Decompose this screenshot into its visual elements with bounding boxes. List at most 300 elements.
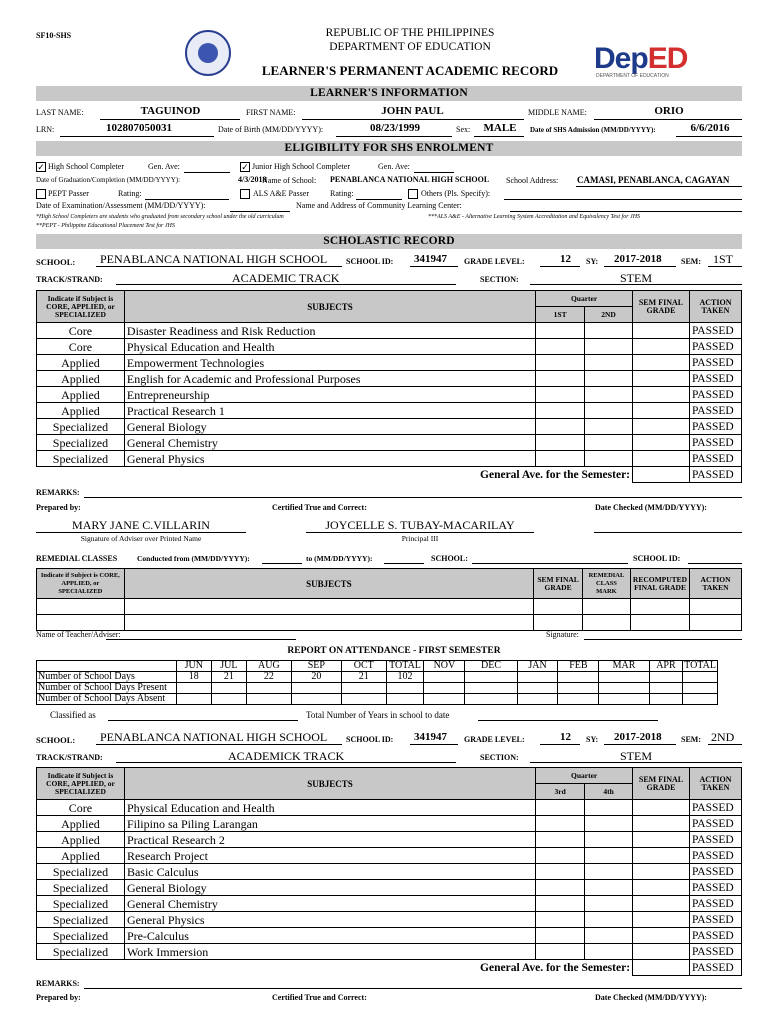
sem1-subject-row <box>37 403 742 419</box>
general-average-label: General Ave. for the Semester: <box>37 960 633 976</box>
action-taken: PASSED <box>689 419 741 435</box>
years-label: Total Number of Years in school to date <box>306 710 450 720</box>
deped-logo: DepED <box>594 42 688 75</box>
sem2-sem-value: 2ND <box>711 730 735 744</box>
note-hs-completer: *High School Completers are students who graduated from secondary school under the old curriculum <box>36 214 284 220</box>
subject-type: Specialized <box>37 864 125 880</box>
sem1-subject-row <box>37 419 742 435</box>
sem2-sem-label: SEM: <box>681 735 701 744</box>
sem2-prepared-label: Prepared by: <box>36 993 81 1002</box>
attendance-month-header: MAR <box>599 661 650 672</box>
final-grade <box>633 435 690 451</box>
general-average-value <box>633 467 690 483</box>
attendance-cell <box>558 683 599 694</box>
sem1-sem-label: SEM: <box>681 257 701 266</box>
attendance-cell <box>386 683 424 694</box>
attendance-cell <box>246 683 291 694</box>
action-taken: PASSED <box>689 323 741 339</box>
sem2-certified-label: Certified True and Correct: <box>272 993 367 1002</box>
als-checkbox[interactable] <box>240 189 250 199</box>
subject-name: English for Academic and Professional Purposes <box>124 371 535 387</box>
sem1-subject-row <box>37 451 742 467</box>
teacher-label: Name of Teacher/Adviser: <box>36 630 121 639</box>
last-name-label: LAST NAME: <box>36 108 84 117</box>
quarter-grade-a <box>536 880 585 896</box>
quarter-grade-a <box>536 800 585 816</box>
quarter-grade-b <box>585 419 633 435</box>
school-name-label: Name of School: <box>262 176 317 185</box>
sem1-sy-value: 2017-2018 <box>614 253 662 265</box>
rem-col-final: SEM FINAL GRADE <box>534 569 583 599</box>
final-grade <box>633 403 690 419</box>
final-grade <box>633 896 690 912</box>
quarter-grade-b <box>585 435 633 451</box>
attendance-cell <box>517 683 558 694</box>
quarter-grade-b <box>585 371 633 387</box>
final-grade <box>633 800 690 816</box>
sem1-school-label: SCHOOL: <box>36 257 76 267</box>
final-grade <box>633 880 690 896</box>
subject-type: Core <box>37 323 125 339</box>
sem1-section-label: SECTION: <box>480 275 519 284</box>
sem1-col-q1: 1ST <box>536 307 585 323</box>
dob-label: Date of Birth (MM/DD/YYYY): <box>218 125 324 134</box>
school-days-cell <box>558 672 599 683</box>
final-grade <box>633 451 690 467</box>
attendance-table <box>36 660 718 705</box>
subject-name: Disaster Readiness and Risk Reduction <box>124 323 535 339</box>
action-taken: PASSED <box>689 403 741 419</box>
sem2-subject-row <box>37 800 742 816</box>
department-heading: DEPARTMENT OF EDUCATION <box>329 41 491 53</box>
sem2-school-value: PENABLANCA NATIONAL HIGH SCHOOL <box>100 730 328 744</box>
subject-name: Research Project <box>124 848 535 864</box>
gen-ave-label-1: Gen. Ave: <box>148 162 180 171</box>
middle-name-label: MIDDLE NAME: <box>528 108 587 117</box>
rem-col-remedial: REMEDIAL CLASS MARK <box>582 569 630 599</box>
attendance-month-header: DEC <box>465 661 517 672</box>
action-taken: PASSED <box>689 864 741 880</box>
sem2-track-label: TRACK/STRAND: <box>36 753 103 762</box>
remedial-school-label: SCHOOL: <box>431 554 468 563</box>
sem2-col-q4: 4th <box>585 784 633 800</box>
rem-col-subjects: SUBJECTS <box>124 569 533 599</box>
school-days-cell: 18 <box>176 672 211 683</box>
sem1-prepared-label: Prepared by: <box>36 503 81 512</box>
sem2-track-value: ACADEMICK TRACK <box>228 749 345 763</box>
action-taken: PASSED <box>689 928 741 944</box>
sem1-sem-value: 1ST <box>713 252 734 266</box>
general-average-label: General Ave. for the Semester: <box>37 467 633 483</box>
subject-name: General Physics <box>124 912 535 928</box>
sem2-subject-row <box>37 816 742 832</box>
subject-type: Specialized <box>37 435 125 451</box>
attendance-month-header: TOTAL <box>386 661 424 672</box>
middle-name-value: ORIO <box>654 105 684 117</box>
final-grade <box>633 912 690 928</box>
sem1-subject-row <box>37 435 742 451</box>
clc-label: Name and Address of Community Learning Center: <box>296 201 462 210</box>
subject-name: Filipino sa Piling Larangan <box>124 816 535 832</box>
action-taken: PASSED <box>689 880 741 896</box>
rem-col-indicate: Indicate if Subject is CORE, APPLIED, or SPECIALIZED <box>37 569 125 599</box>
subject-type: Applied <box>37 832 125 848</box>
sem2-sy-value: 2017-2018 <box>614 731 662 743</box>
attendance-month-header: APR <box>649 661 682 672</box>
subject-name: General Chemistry <box>124 896 535 912</box>
sem2-col-q3: 3rd <box>536 784 585 800</box>
quarter-grade-a <box>536 864 585 880</box>
sem1-grade-value: 12 <box>560 253 571 265</box>
sem2-col-action: ACTION TAKEN <box>689 768 741 800</box>
sem1-subjects-table <box>36 290 742 483</box>
subject-type: Applied <box>37 816 125 832</box>
school-days-cell <box>424 672 465 683</box>
hs-completer-label: High School Completer <box>48 162 124 171</box>
action-taken: PASSED <box>689 816 741 832</box>
school-days-cell: 21 <box>341 672 386 683</box>
subject-name: Empowerment Technologies <box>124 355 535 371</box>
attendance-cell <box>291 694 341 705</box>
remedial-table <box>36 568 742 631</box>
final-grade <box>633 355 690 371</box>
subject-name: Practical Research 1 <box>124 403 535 419</box>
gen-ave-label-2: Gen. Ave: <box>378 162 410 171</box>
attendance-cell <box>341 683 386 694</box>
action-taken: PASSED <box>689 387 741 403</box>
final-grade <box>633 848 690 864</box>
attendance-cell <box>683 683 718 694</box>
signature-label: Signature: <box>546 630 579 639</box>
jhs-completer-checkbox[interactable]: ✓ <box>241 162 249 172</box>
sem1-sy-label: SY: <box>586 257 599 266</box>
quarter-grade-b <box>585 355 633 371</box>
form-code: SF10-SHS <box>36 31 72 40</box>
quarter-grade-a <box>536 323 585 339</box>
quarter-grade-b <box>585 864 633 880</box>
quarter-grade-a <box>536 419 585 435</box>
rem-col-recompute: RECOMPUTED FINAL GRADE <box>630 569 689 599</box>
sem1-school-id-value: 341947 <box>414 253 447 265</box>
quarter-grade-a <box>536 339 585 355</box>
sex-label: Sex: <box>456 125 471 134</box>
attendance-cell <box>649 683 682 694</box>
quarter-grade-a <box>536 816 585 832</box>
school-days-cell: 22 <box>246 672 291 683</box>
school-days-cell <box>599 672 650 683</box>
general-average-action: PASSED <box>689 467 741 483</box>
admission-label: Date of SHS Admission (MM/DD/YYYY): <box>530 126 656 134</box>
quarter-grade-a <box>536 832 585 848</box>
sem1-col-final: SEM FINAL GRADE <box>633 291 690 323</box>
subject-type: Specialized <box>37 928 125 944</box>
sem2-general-average-row <box>37 960 742 976</box>
attendance-month-header: FEB <box>558 661 599 672</box>
quarter-grade-a <box>536 387 585 403</box>
subject-type: Specialized <box>37 451 125 467</box>
remedial-label: REMEDIAL CLASSES <box>36 554 118 563</box>
attendance-cell <box>246 694 291 705</box>
subject-type: Specialized <box>37 880 125 896</box>
scholastic-record-header: SCHOLASTIC RECORD <box>36 234 742 249</box>
final-grade <box>633 832 690 848</box>
quarter-grade-b <box>585 323 633 339</box>
sem2-section-value: STEM <box>620 749 653 763</box>
remedial-to-label: to (MM/DD/YYYY): <box>306 554 373 563</box>
quarter-grade-b <box>585 832 633 848</box>
sem2-subject-row <box>37 864 742 880</box>
attendance-month-header: AUG <box>246 661 291 672</box>
subject-type: Core <box>37 800 125 816</box>
general-average-action: PASSED <box>689 960 741 976</box>
quarter-grade-a <box>536 403 585 419</box>
principal-name: JOYCELLE S. TUBAY-MACARILAY <box>325 518 515 532</box>
absent-days-label: Number of School Days Absent <box>37 694 177 705</box>
attendance-month-header: TOTAL <box>684 660 716 671</box>
adviser-caption: Signature of Adviser over Printed Name <box>80 534 202 543</box>
school-days-cell <box>683 672 718 683</box>
eligibility-header: ELIGIBILITY FOR SHS ENROLMENT <box>36 141 742 156</box>
final-grade <box>633 928 690 944</box>
attendance-cell <box>599 683 650 694</box>
action-taken: PASSED <box>689 944 741 960</box>
attendance-month-header: JUN <box>176 661 211 672</box>
subject-name: Physical Education and Health <box>124 339 535 355</box>
action-taken: PASSED <box>689 371 741 387</box>
sem1-section-value: STEM <box>620 271 653 285</box>
sem1-remarks-label: REMARKS: <box>36 488 80 497</box>
quarter-grade-b <box>585 880 633 896</box>
subject-type: Applied <box>37 387 125 403</box>
page-title: LEARNER'S PERMANENT ACADEMIC RECORD <box>261 63 559 78</box>
others-checkbox[interactable] <box>408 189 418 199</box>
quarter-grade-b <box>585 944 633 960</box>
school-address-value: CAMASI, PENABLANCA, CAGAYAN <box>577 175 730 185</box>
sem2-subject-row <box>37 912 742 928</box>
pept-label: PEPT Passer <box>48 189 89 198</box>
sem1-subject-row <box>37 339 742 355</box>
subject-type: Applied <box>37 848 125 864</box>
sem1-grade-label: GRADE LEVEL: <box>464 257 525 266</box>
sem2-col-subjects: SUBJECTS <box>124 768 535 800</box>
attendance-cell <box>649 694 682 705</box>
sem1-school-value: PENABLANCA NATIONAL HIGH SCHOOL <box>100 252 328 266</box>
sem1-certified-label: Certified True and Correct: <box>272 503 367 512</box>
attendance-month-header: OCT <box>341 661 386 672</box>
sem2-school-id-value: 341947 <box>414 731 447 743</box>
attendance-month-header: NOV <box>424 661 465 672</box>
final-grade <box>633 339 690 355</box>
classified-label: Classified as <box>50 710 96 720</box>
quarter-grade-a <box>536 435 585 451</box>
quarter-grade-a <box>536 928 585 944</box>
quarter-grade-a <box>536 912 585 928</box>
grad-date-label: Date of Graduation/Completion (MM/DD/YYYY): <box>36 176 181 184</box>
action-taken: PASSED <box>689 848 741 864</box>
sem1-subject-row <box>37 355 742 371</box>
subject-name: Physical Education and Health <box>124 800 535 816</box>
subject-name: Entrepreneurship <box>124 387 535 403</box>
subject-type: Core <box>37 339 125 355</box>
school-address-label: School Address: <box>506 176 559 185</box>
attendance-cell <box>176 683 211 694</box>
principal-caption: Principal III <box>401 534 439 543</box>
sem1-subject-row <box>37 387 742 403</box>
subject-type: Applied <box>37 371 125 387</box>
school-days-label: Number of School Days <box>37 672 177 683</box>
quarter-grade-a <box>536 848 585 864</box>
attendance-cell <box>424 683 465 694</box>
final-grade <box>633 419 690 435</box>
subject-type: Specialized <box>37 944 125 960</box>
attendance-cell <box>599 694 650 705</box>
als-label: ALS A&E Passer <box>253 189 309 198</box>
sem2-remarks-label: REMARKS: <box>36 979 80 988</box>
rem-col-action: ACTION TAKEN <box>690 569 742 599</box>
action-taken: PASSED <box>689 912 741 928</box>
quarter-grade-b <box>585 896 633 912</box>
action-taken: PASSED <box>689 800 741 816</box>
quarter-grade-b <box>585 816 633 832</box>
sem2-subject-row <box>37 944 742 960</box>
quarter-grade-b <box>585 403 633 419</box>
school-days-cell <box>465 672 517 683</box>
attendance-cell <box>683 694 718 705</box>
subject-name: Basic Calculus <box>124 864 535 880</box>
republic-heading: REPUBLIC OF THE PHILIPPINES <box>325 27 495 39</box>
sem2-subject-row <box>37 848 742 864</box>
dob-value: 08/23/1999 <box>369 122 421 134</box>
others-label: Others (Pls. Specify): <box>421 189 491 198</box>
quarter-grade-b <box>585 848 633 864</box>
rating-label-1: Rating: <box>118 189 142 198</box>
sem1-col-action: ACTION TAKEN <box>689 291 741 323</box>
final-grade <box>633 864 690 880</box>
quarter-grade-a <box>536 896 585 912</box>
action-taken: PASSED <box>689 355 741 371</box>
attendance-cell <box>558 694 599 705</box>
subject-name: General Physics <box>124 451 535 467</box>
subject-name: Pre-Calculus <box>124 928 535 944</box>
attendance-month-header: JAN <box>517 661 558 672</box>
sem1-col-indicate: Indicate if Subject is CORE, APPLIED, or SPECIALIZED <box>37 291 125 323</box>
subject-type: Specialized <box>37 912 125 928</box>
attendance-cell <box>465 683 517 694</box>
sem2-sy-label: SY: <box>586 735 599 744</box>
final-grade <box>633 371 690 387</box>
attendance-cell <box>341 694 386 705</box>
quarter-grade-a <box>536 944 585 960</box>
sem1-col-subjects: SUBJECTS <box>124 291 535 323</box>
sem1-track-value: ACADEMIC TRACK <box>232 271 340 285</box>
quarter-grade-a <box>536 355 585 371</box>
remedial-school-id-label: SCHOOL ID: <box>633 554 681 563</box>
jhs-completer-label: Junior High School Completer <box>252 162 350 171</box>
sem2-subjects-table <box>36 767 742 976</box>
school-days-cell <box>649 672 682 683</box>
subject-name: General Biology <box>124 880 535 896</box>
school-days-cell: 20 <box>291 672 341 683</box>
lrn-label: LRN: <box>36 125 55 134</box>
sem2-col-quarter: Quarter <box>536 768 633 784</box>
first-name-value: JOHN PAUL <box>381 105 444 117</box>
subject-type: Specialized <box>37 896 125 912</box>
attendance-cell <box>465 694 517 705</box>
final-grade <box>633 944 690 960</box>
attendance-month-header: JUL <box>211 661 246 672</box>
sem2-subject-row <box>37 880 742 896</box>
sem2-subject-row <box>37 896 742 912</box>
quarter-grade-b <box>585 387 633 403</box>
school-name-value: PENABLANCA NATIONAL HIGH SCHOOL <box>330 175 490 184</box>
action-taken: PASSED <box>689 339 741 355</box>
first-name-label: FIRST NAME: <box>246 108 296 117</box>
quarter-grade-b <box>585 800 633 816</box>
subject-name: General Biology <box>124 419 535 435</box>
attendance-cell <box>386 694 424 705</box>
sem2-col-indicate: Indicate if Subject is CORE, APPLIED, or SPECIALIZED <box>37 768 125 800</box>
deped-logo-caption: DEPARTMENT OF EDUCATION <box>596 73 669 79</box>
school-days-cell <box>517 672 558 683</box>
school-days-cell: 21 <box>211 672 246 683</box>
sem1-date-checked-label: Date Checked (MM/DD/YYYY): <box>595 503 707 512</box>
learner-info-header: LEARNER'S INFORMATION <box>36 86 742 101</box>
quarter-grade-a <box>536 451 585 467</box>
final-grade <box>633 816 690 832</box>
sem1-col-quarter: Quarter <box>536 291 633 307</box>
present-days-label: Number of School Days Present <box>37 683 177 694</box>
sem2-section-label: SECTION: <box>480 753 519 762</box>
action-taken: PASSED <box>689 435 741 451</box>
sem1-col-q2: 2ND <box>585 307 633 323</box>
subject-type: Applied <box>37 403 125 419</box>
action-taken: PASSED <box>689 451 741 467</box>
subject-type: Applied <box>37 355 125 371</box>
pept-checkbox[interactable] <box>36 189 46 199</box>
sem2-grade-value: 12 <box>560 731 571 743</box>
school-days-cell: 102 <box>386 672 424 683</box>
subject-type: Specialized <box>37 419 125 435</box>
remedial-from-label: Conducted from (MM/DD/YYYY): <box>137 554 250 563</box>
subject-name: Work Immersion <box>124 944 535 960</box>
attendance-title: REPORT ON ATTENDANCE - FIRST SEMESTER <box>287 646 501 656</box>
attendance-cell <box>176 694 211 705</box>
attendance-cell <box>291 683 341 694</box>
attendance-cell <box>517 694 558 705</box>
adviser-name: MARY JANE C.VILLARIN <box>72 518 210 532</box>
sem1-general-average-row <box>37 467 742 483</box>
attendance-cell <box>424 694 465 705</box>
quarter-grade-b <box>585 339 633 355</box>
final-grade <box>633 387 690 403</box>
rating-label-2: Rating: <box>330 189 354 198</box>
last-name-value: TAGUINOD <box>140 105 201 117</box>
sem1-subject-row <box>37 371 742 387</box>
sem2-school-id-label: SCHOOL ID: <box>346 735 394 744</box>
sem2-subject-row <box>37 928 742 944</box>
action-taken: PASSED <box>689 896 741 912</box>
hs-completer-checkbox[interactable]: ✓ <box>37 162 45 172</box>
sem2-school-label: SCHOOL: <box>36 735 76 745</box>
grad-date-value: 4/3/2018 <box>238 175 267 184</box>
subject-name: Practical Research 2 <box>124 832 535 848</box>
sem1-track-label: TRACK/STRAND: <box>36 275 103 284</box>
general-average-value <box>633 960 690 976</box>
quarter-grade-b <box>585 451 633 467</box>
attendance-cell <box>211 694 246 705</box>
sem2-subject-row <box>37 832 742 848</box>
action-taken: PASSED <box>689 832 741 848</box>
